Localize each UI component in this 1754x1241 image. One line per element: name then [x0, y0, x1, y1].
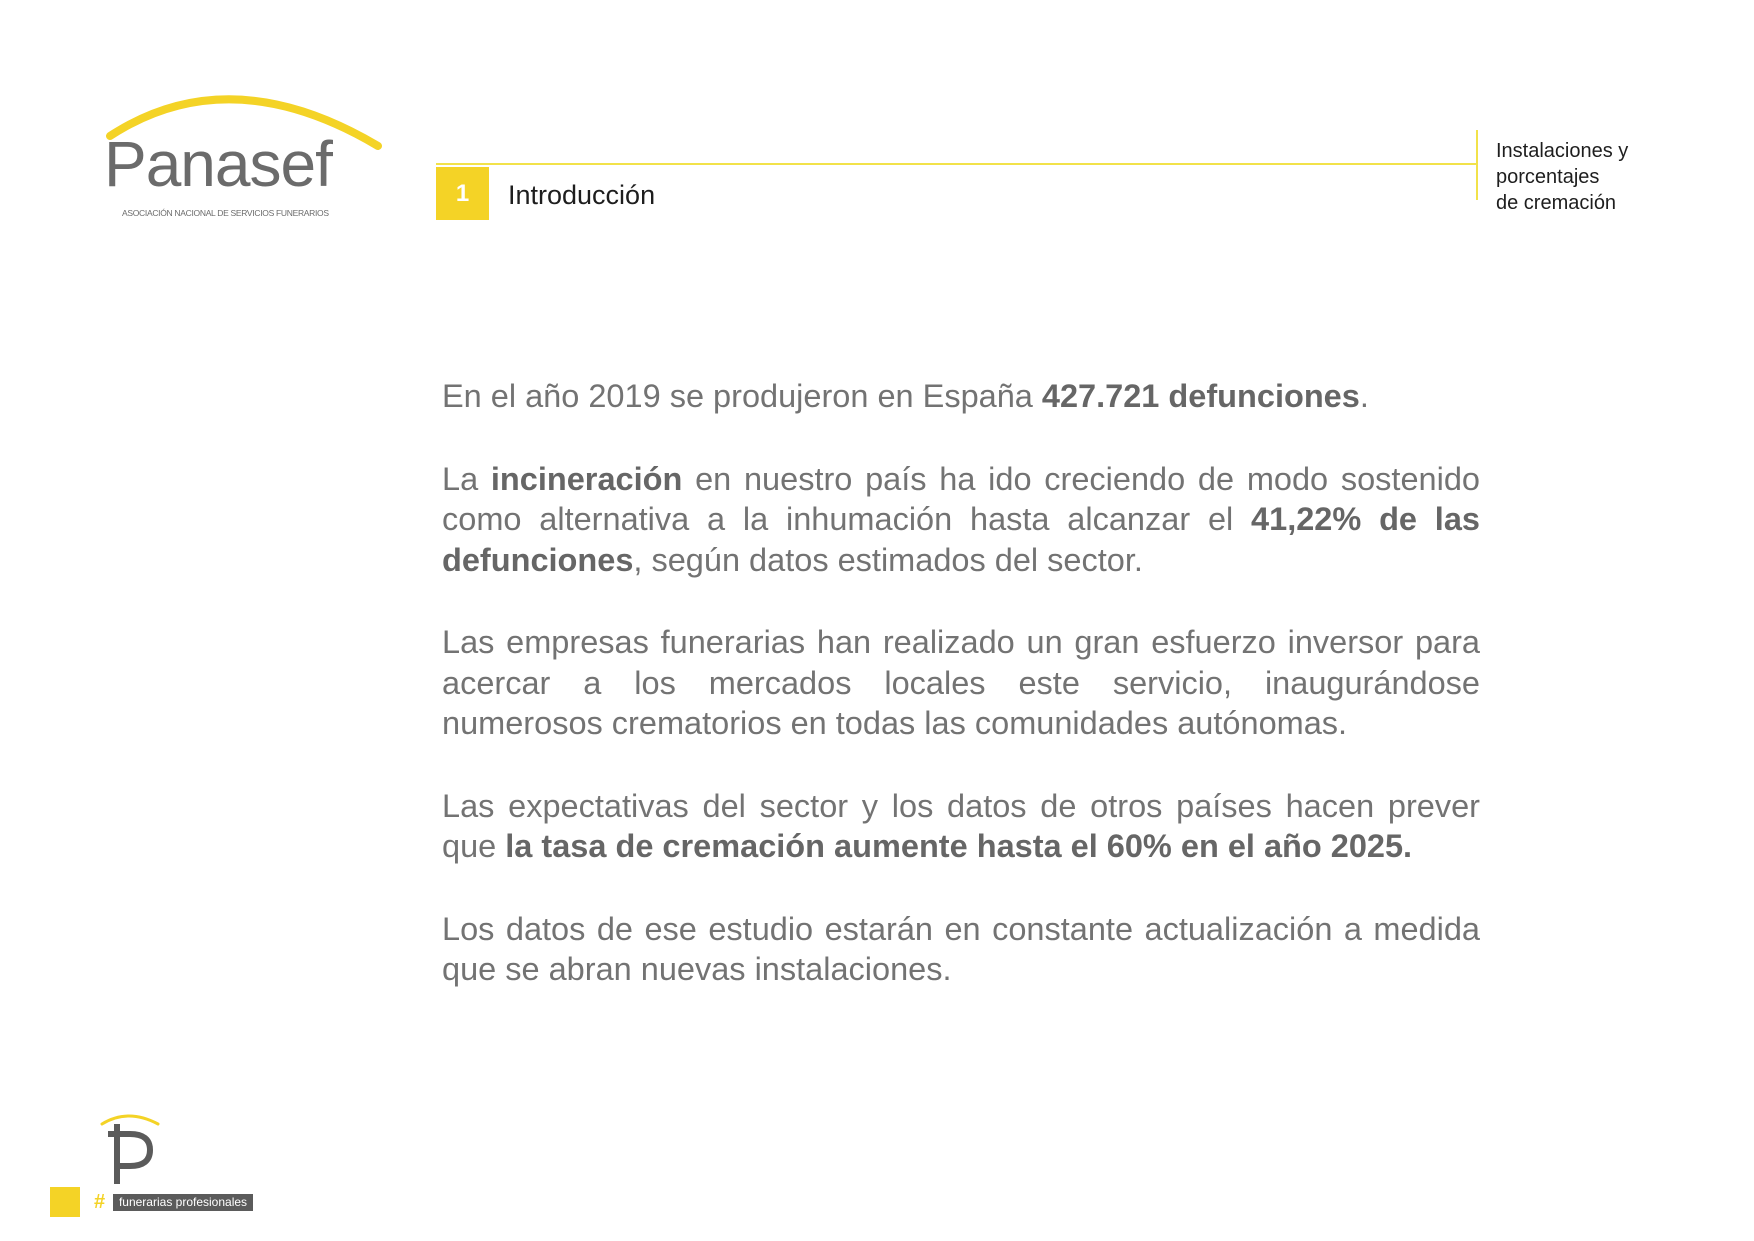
body-paragraph [442, 459, 1480, 581]
header-vertical-divider [1476, 130, 1478, 200]
emphasis-text: 427.721 defunciones [1041, 378, 1360, 414]
body-paragraph [442, 786, 1480, 867]
document-title-line: porcentajes [1496, 166, 1600, 188]
footer-p-logo-icon [98, 1110, 168, 1190]
paragraph-text: . [1359, 378, 1369, 414]
emphasis-text: incineración [490, 460, 683, 497]
paragraph-text: , según datos estimados del sector. [633, 541, 1143, 578]
paragraph-text: Los datos de ese estudio estarán en constante actualización a medida que se abran nuevas instalaciones. [442, 910, 1480, 987]
intro-body [442, 376, 1480, 1032]
footer-yellow-square [50, 1187, 80, 1217]
logo-tagline: ASOCIACIÓN NACIONAL DE SERVICIOS FUNERARIOS [122, 208, 329, 218]
body-paragraph [442, 622, 1480, 744]
section-number-badge: 1 [436, 167, 489, 220]
footer-hash: # [94, 1191, 106, 1213]
paragraph-text: La [442, 460, 491, 497]
body-paragraph [442, 376, 1480, 417]
document-title-line: Instalaciones y [1496, 140, 1629, 162]
paragraph-text: En el año 2019 se produjeron en España [442, 378, 1042, 414]
logo-wordmark: Panasef [104, 128, 332, 200]
header-divider [436, 163, 1476, 165]
body-paragraph [442, 909, 1480, 990]
paragraph-text: en nuestro país ha ido creciendo de modo sostenido como alternativa a la inhumación hasta alcanzar el [442, 460, 1480, 537]
document-title [1496, 138, 1716, 216]
emphasis-text: la tasa de cremación aumente hasta el 60% en el año 2025. [505, 828, 1413, 864]
document-title-line: de cremación [1496, 192, 1617, 214]
footer-tag: funerarias profesionales [113, 1194, 253, 1211]
section-title: Introducción [508, 180, 656, 210]
emphasis-text: 41,22% de las defunciones [442, 501, 1480, 578]
panasef-logo [100, 88, 400, 228]
paragraph-text: Las expectativas del sector y los datos de otros países hacen prever que [442, 787, 1480, 864]
paragraph-text: Las empresas funerarias han realizado un gran esfuerzo inversor para acercar a los mercados locales este servicio, inaugurándose numerosos crematorios en todas las comunidades autónomas. [442, 624, 1480, 741]
